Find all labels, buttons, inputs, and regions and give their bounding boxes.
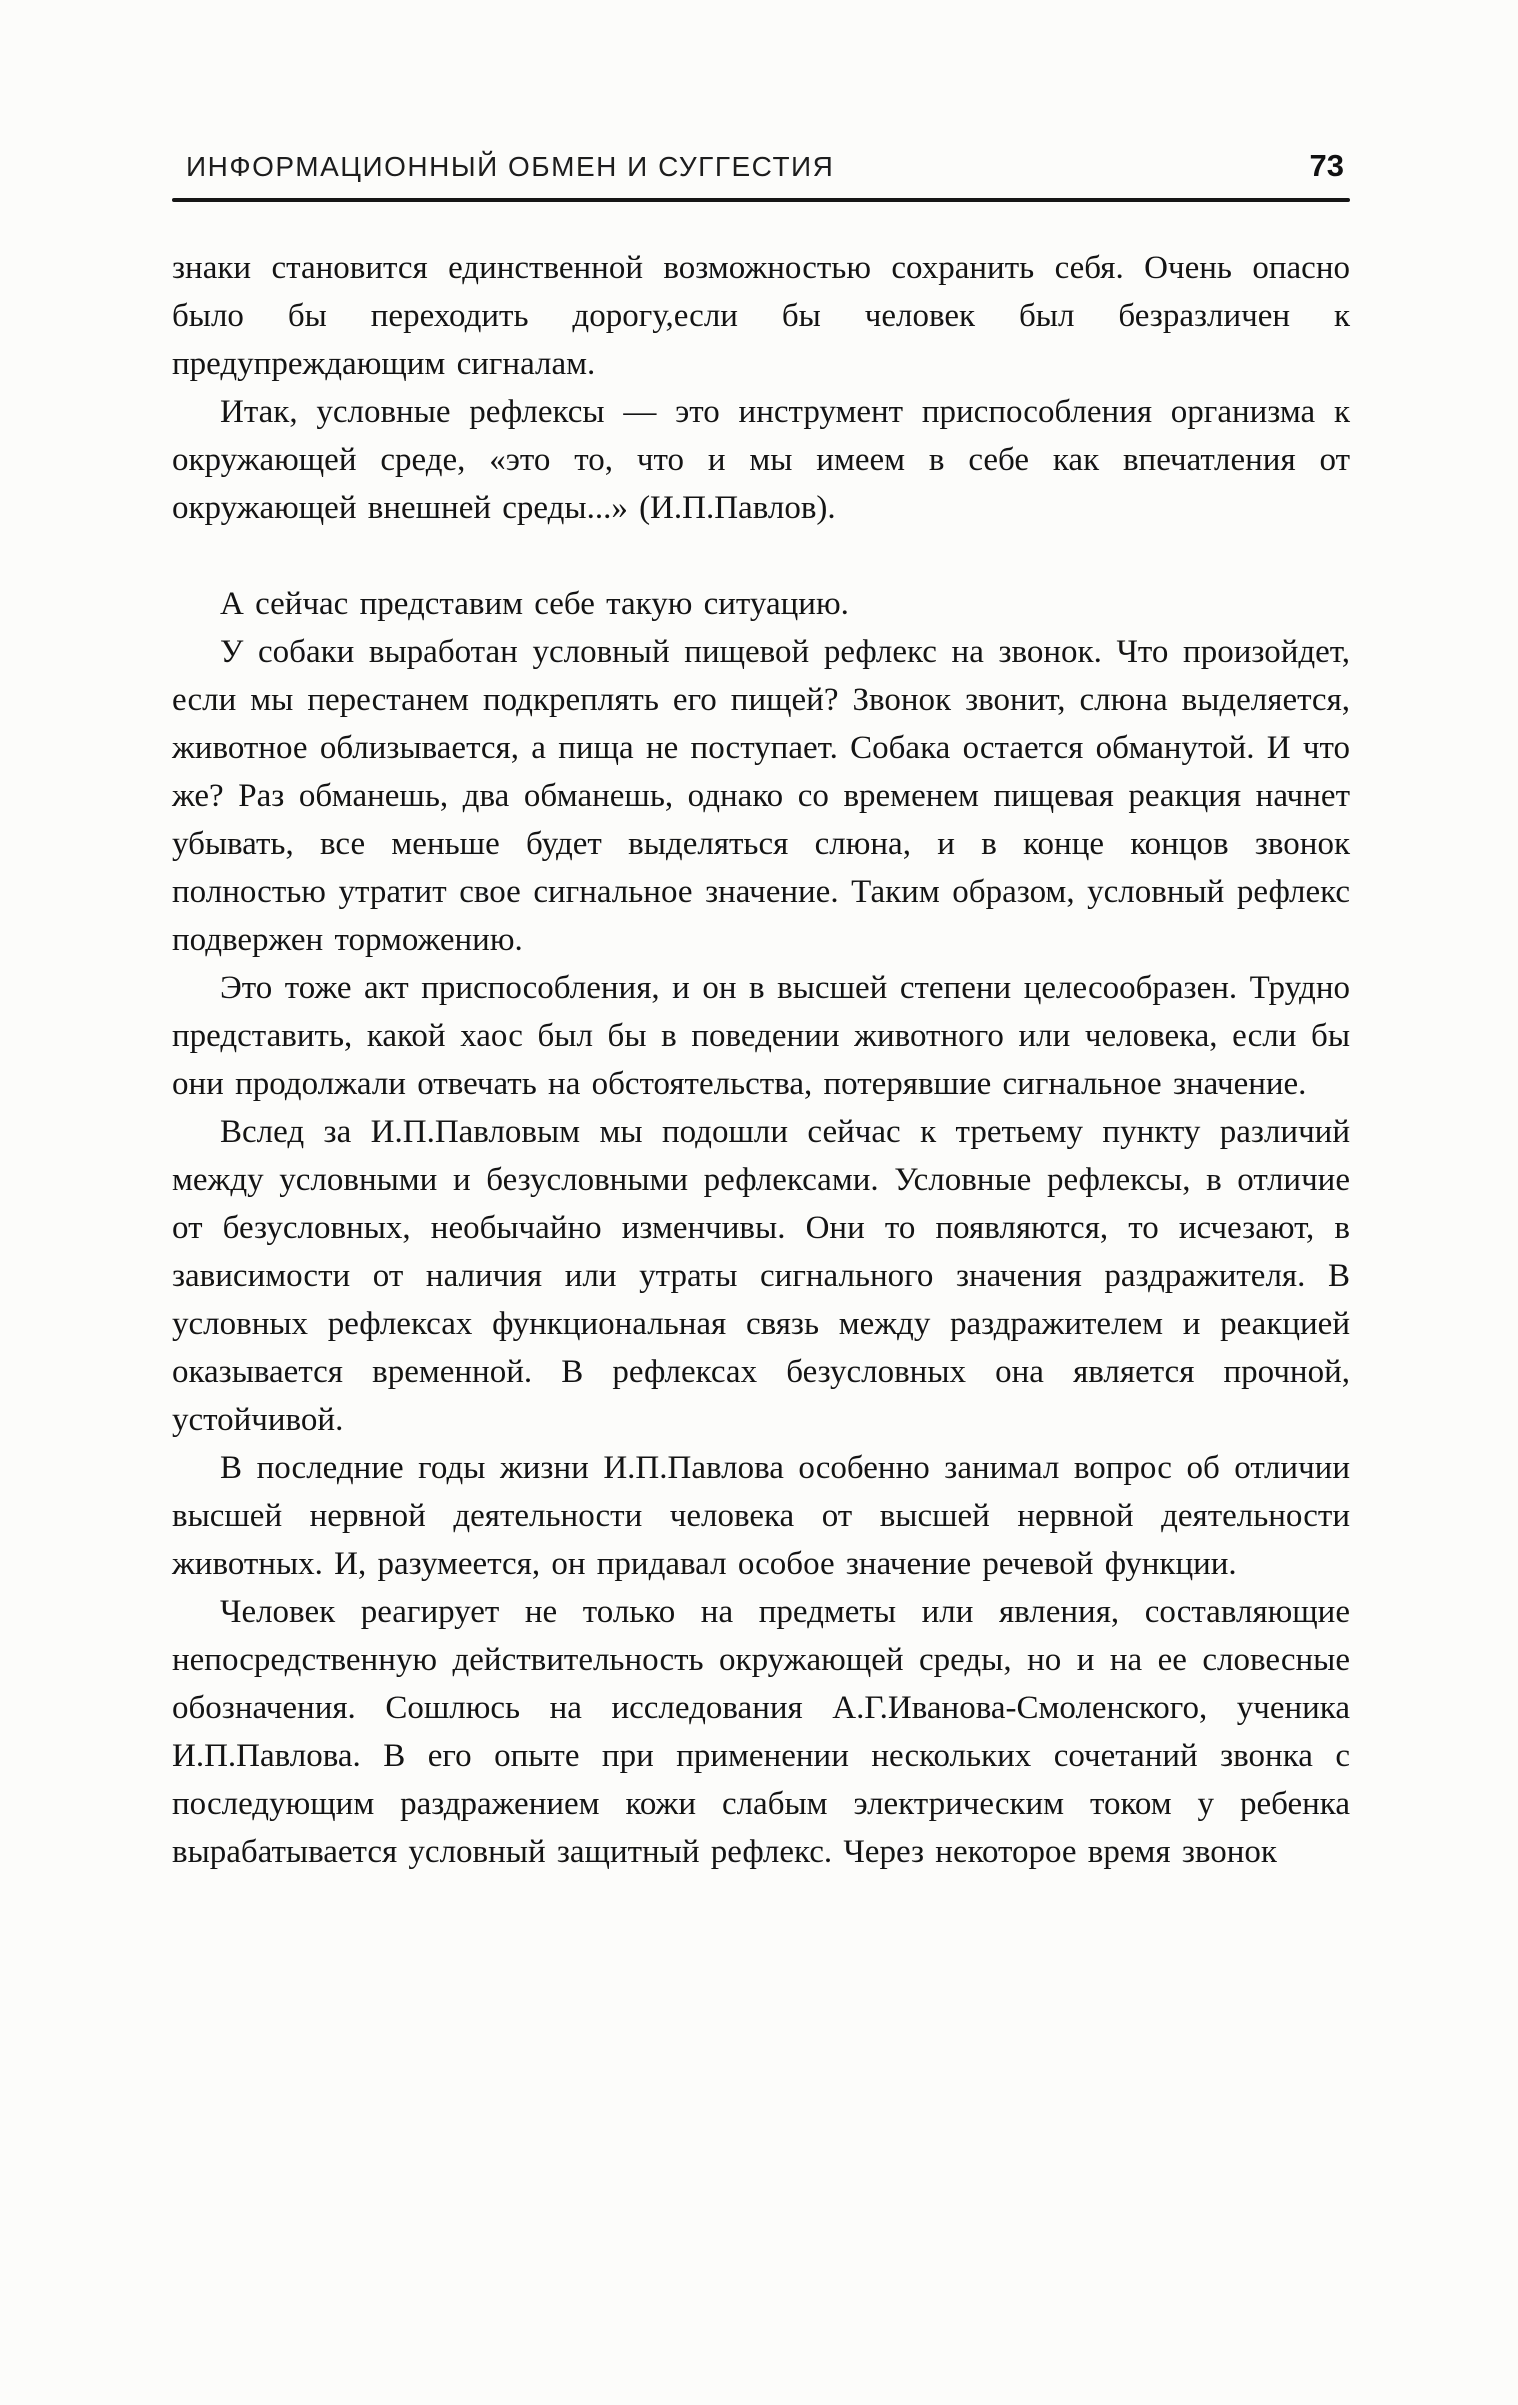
paragraph: Это тоже акт приспособления, и он в высшей степени целесообразен. Трудно представить, какой хаос был бы в поведении животного или человека, если бы они продолжали отвечать на обстоятельства, потерявшие сигнальное значение. <box>172 970 1350 1102</box>
paragraph: А сейчас представим себе такую ситуацию. <box>220 586 849 622</box>
page-number: 73 <box>1309 148 1344 183</box>
header-rule <box>172 198 1350 202</box>
paragraph: Человек реагирует не только на предметы или явления, составляющие непосредственную действительность окружающей среды, но и на ее словесные обозначения. Сошлюсь на исследования А.Г.Иванова-Смоленского, ученика И.П.Павлова. В его опыте при применении нескольких сочетаний звонка с последующим раздражением кожи слабым электрическим током у ребенка вырабатывается условный защитный рефлекс. Через некоторое время звонок <box>172 1594 1350 1870</box>
paragraph: Итак, условные рефлексы — это инструмент приспособления организма к окружающей среде, «это то, что и мы имеем в себе как впечатления от окружающей внешней среды...» (И.П.Павлов). <box>172 394 1350 526</box>
body-text <box>172 244 1350 1876</box>
paragraph: У собаки выработан условный пищевой рефлекс на звонок. Что произойдет, если мы перестанем подкреплять его пищей? Звонок звонит, слюна выделяется, животное облизывается, а пища не поступает. Собака остается обманутой. И что же? Раз обманешь, два обманешь, однако со временем пищевая реакция начнет убывать, все меньше будет выделяться слюна, и в конце концов звонок полностью утратит свое сигнальное значение. Таким образом, условный рефлекс подвержен торможению. <box>172 634 1350 958</box>
running-header-title: ИНФОРМАЦИОННЫЙ ОБМЕН И СУГГЕСТИЯ <box>186 151 835 182</box>
page-header <box>172 148 1350 184</box>
paragraph: знаки становится единственной возможностью сохранить себя. Очень опасно было бы переходить дорогу,если бы человек был безразличен к предупреждающим сигналам. <box>172 250 1350 382</box>
paragraph: Вслед за И.П.Павловым мы подошли сейчас к третьему пункту различий между условными и безусловными рефлексами. Условные рефлексы, в отличие от безусловных, необычайно изменчивы. Они то появляются, то исчезают, в зависимости от наличия или утраты сигнального значения раздражителя. В условных рефлексах функциональная связь между раздражителем и реакцией оказывается временной. В рефлексах безусловных она является прочной, устойчивой. <box>172 1114 1350 1438</box>
page-content <box>172 148 1350 1876</box>
paragraph: В последние годы жизни И.П.Павлова особенно занимал вопрос об отличии высшей нервной деятельности человека от высшей нервной деятельности животных. И, разумеется, он придавал особое значение речевой функции. <box>172 1450 1350 1582</box>
